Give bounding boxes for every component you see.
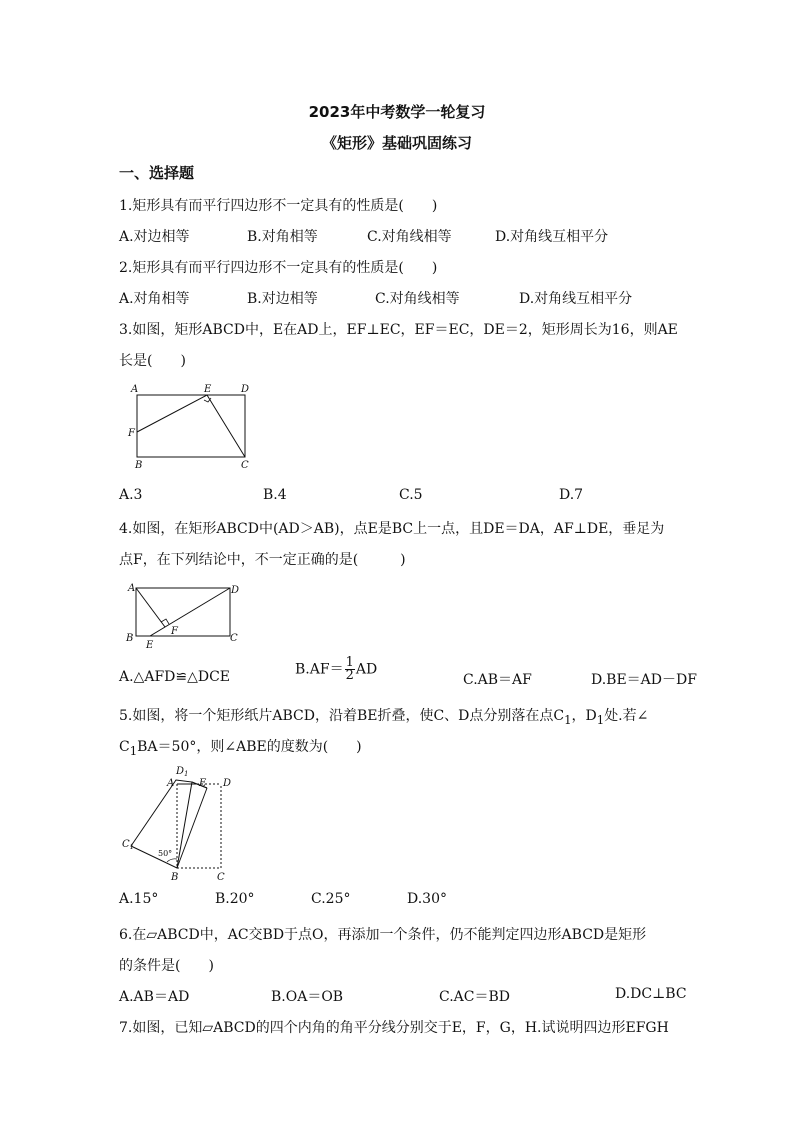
question-6-stem-line1: 6.在▱ABCD中，AC交BD于点O，再添加一个条件，仍不能判定四边形ABCD是矩形 bbox=[119, 927, 647, 943]
q4-label-a: A bbox=[128, 583, 136, 594]
q3-label-e: E bbox=[204, 384, 212, 395]
q6-option-a: A.AB＝AD bbox=[119, 989, 190, 1005]
q4-label-b: B bbox=[126, 633, 134, 644]
q4-label-e: E bbox=[146, 640, 154, 651]
q5-label-c1: $C_1$ bbox=[122, 839, 135, 851]
q5-label-e: E bbox=[199, 778, 207, 789]
q5-figure bbox=[115, 762, 240, 887]
question-2-stem: 2.矩形具有而平行四边形不一定具有的性质是( ) bbox=[119, 260, 438, 276]
q3-label-f: F bbox=[128, 428, 135, 439]
q3-label-b: B bbox=[135, 460, 143, 471]
question-3-stem-line2: 长是( ) bbox=[119, 353, 186, 369]
q5-angle-label: 50° bbox=[158, 849, 173, 858]
q2-option-c: C.对角线相等 bbox=[375, 291, 460, 307]
q3-option-a: A.3 bbox=[119, 487, 143, 503]
question-4-stem-line1: 4.如图，在矩形ABCD中(AD＞AB)，点E是BC上一点，且DE＝DA，AF⊥DE，垂足为 bbox=[119, 521, 665, 537]
question-5-stem-line2: $C_1BA=50^\circ$，则∠ABE的度数为( ) bbox=[119, 739, 362, 758]
question-1-stem: 1.矩形具有而平行四边形不一定具有的性质是( ) bbox=[119, 198, 438, 214]
q5-label-c: C bbox=[217, 872, 225, 883]
question-7-stem-line1: 7.如图，已知▱ABCD的四个内角的角平分线分别交于E，F，G，H.试说明四边形EFGH bbox=[119, 1020, 669, 1036]
q3-rectangle bbox=[137, 395, 245, 457]
q4-label-c: C bbox=[230, 633, 238, 644]
q4-option-b: B.AF＝ $\frac{1}{2}$ AD bbox=[295, 655, 378, 683]
question-4-stem-line2: 点F，在下列结论中，不一定正确的是( ) bbox=[119, 552, 406, 568]
page-title: 2023年中考数学一轮复习 bbox=[308, 103, 486, 121]
q3-label-a: A bbox=[131, 384, 139, 395]
q3-option-d: D.7 bbox=[559, 487, 584, 503]
q5-option-a: A.15° bbox=[119, 891, 159, 907]
q5-label-b: B bbox=[171, 872, 179, 883]
section-heading: 一、选择题 bbox=[119, 164, 195, 182]
q1-option-c: C.对角线相等 bbox=[367, 229, 452, 245]
q1-option-d: D.对角线互相平分 bbox=[495, 229, 609, 245]
q5-label-d: D bbox=[223, 778, 232, 789]
q5-dashed-original bbox=[177, 784, 221, 868]
q6-option-c: C.AC＝BD bbox=[439, 989, 510, 1005]
q2-option-d: D.对角线互相平分 bbox=[519, 291, 633, 307]
q4-label-d: D bbox=[231, 585, 240, 596]
q4-segment-de bbox=[150, 588, 230, 636]
q3-label-c: C bbox=[241, 460, 249, 471]
q6-option-b: B.OA＝OB bbox=[271, 989, 344, 1005]
q4-option-d: D.BE＝AD－DF bbox=[591, 672, 697, 688]
q1-option-a: A.对边相等 bbox=[119, 229, 190, 245]
q3-segments bbox=[137, 395, 245, 457]
q4-option-a: A.△AFD≌△DCE bbox=[119, 669, 231, 685]
q3-option-b: B.4 bbox=[263, 487, 287, 503]
q4-segment-af bbox=[136, 588, 165, 627]
q5-angle-arc bbox=[167, 859, 177, 862]
q5-option-b: B.20° bbox=[215, 891, 255, 907]
q5-option-c: C.25° bbox=[311, 891, 351, 907]
q2-option-a: A.对角相等 bbox=[119, 291, 190, 307]
q1-option-b: B.对角相等 bbox=[247, 229, 318, 245]
q3-figure bbox=[120, 380, 260, 475]
page-subtitle: 《矩形》基础巩固练习 bbox=[321, 134, 472, 152]
q5-label-d1: $D_1$ bbox=[176, 766, 189, 778]
question-3-stem-line1: 3.如图，矩形ABCD中，E在AD上，EF⊥EC，EF＝EC，DE＝2，矩形周长为16，则AE bbox=[119, 322, 678, 338]
question-5-stem-line1: 5.如图，将一个矩形纸片ABCD，沿着BE折叠，使C、D点分别落在点$C_1$，$D_1$处.若∠ bbox=[119, 708, 649, 727]
q5-option-d: D.30° bbox=[407, 891, 447, 907]
q5-label-a: A bbox=[167, 778, 175, 789]
q3-right-angle-mark bbox=[204, 398, 211, 402]
q6-option-d: D.DC⊥BC bbox=[615, 986, 687, 1002]
question-6-stem-line2: 的条件是( ) bbox=[119, 958, 214, 974]
q3-label-d: D bbox=[241, 384, 250, 395]
q4-figure bbox=[120, 578, 250, 653]
q3-option-c: C.5 bbox=[399, 487, 423, 503]
q4-option-b-fraction: $\frac{1}{2}$ bbox=[345, 655, 354, 683]
q2-option-b: B.对边相等 bbox=[247, 291, 318, 307]
q4-rectangle bbox=[136, 588, 230, 636]
q5-fold-line-be bbox=[177, 788, 207, 868]
q4-option-c: C.AB＝AF bbox=[463, 672, 532, 688]
q4-label-f: F bbox=[171, 626, 178, 637]
